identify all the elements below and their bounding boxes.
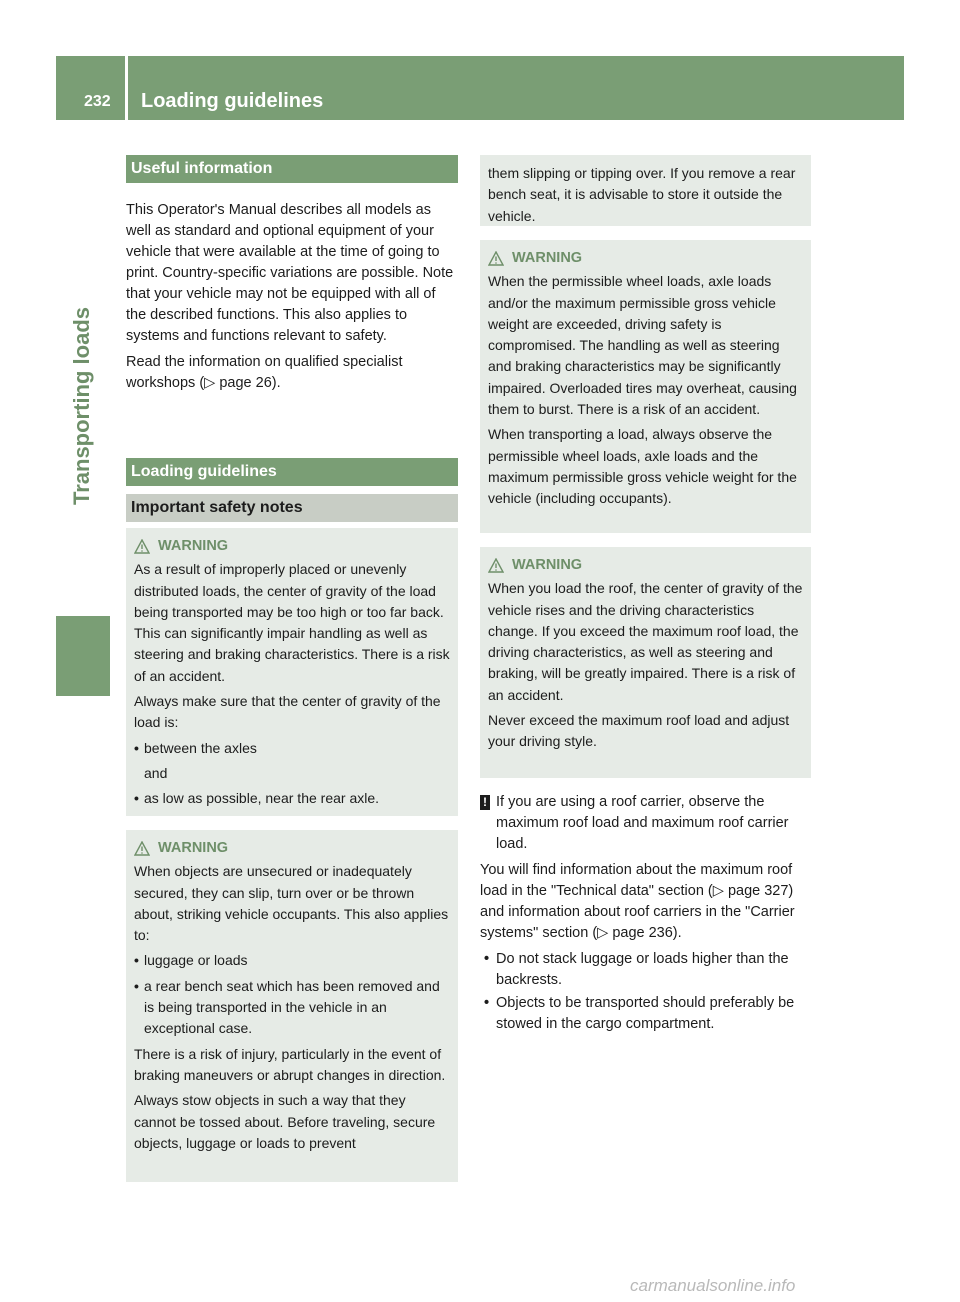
warning-box-2 xyxy=(126,830,458,1182)
warning-box-3 xyxy=(480,240,811,533)
workshops-paragraph: Read the information on qualified specialist workshops (▷ page 26). xyxy=(126,354,403,391)
page-number: 232 xyxy=(84,93,111,110)
page-title: Loading guidelines xyxy=(141,90,324,112)
warning-2-instruction: Always stow objects in such a way that they cannot be tossed about. Before traveling, secure objects, luggage or loads to prevent xyxy=(134,1092,436,1151)
useful-info-heading: Useful information xyxy=(126,155,458,183)
warning-title-1 xyxy=(134,536,450,557)
safety-notes-heading: Important safety notes xyxy=(126,494,458,522)
warning-box-1 xyxy=(126,528,458,816)
side-tab-block xyxy=(56,616,110,696)
warning-title-4 xyxy=(488,555,803,576)
side-tab-label: Transporting loads xyxy=(69,306,94,506)
warning-title-3 xyxy=(488,248,803,269)
warning-label: WARNING xyxy=(158,538,229,554)
list-item: • between the axles xyxy=(134,738,450,759)
warning-3-instruction: When transporting a load, always observe the permissible wheel loads, axle loads and the maximum permissible gross vehicle weight for the vehicle (including occupants). xyxy=(488,426,797,507)
warning-label: WARNING xyxy=(512,557,583,573)
warning-label: WARNING xyxy=(512,250,583,266)
warning-triangle-icon xyxy=(488,558,504,573)
warning-title-2 xyxy=(134,838,450,859)
list-item: • Objects to be transported should preferably be stowed in the cargo compartment. xyxy=(480,993,814,1035)
warning-4-instruction: Never exceed the maximum roof load and adjust your driving style. xyxy=(488,712,790,750)
warning-3-text: When the permissible wheel loads, axle loads and/or the maximum permissible gross vehicle weight are exceeded, driving safety is compromised. The handling as well as steering and braking characteristics may be significantly impaired. Overloaded tires may overheat, causing them to burst. There is a risk of an accident. xyxy=(488,273,797,418)
left-column xyxy=(126,155,458,399)
list-item-continuation: and xyxy=(144,764,168,781)
warning-4-text: When you load the roof, the center of gravity of the vehicle rises and the driving characteristics change. If you exceed the maximum roof load, the driving characteristics, as well as steering and braking, will be greatly impaired. There is a risk of an accident. xyxy=(488,580,803,703)
warning-2-text: When objects are unsecured or inadequately secured, they can slip, turn over or be thrown about, striking vehicle occupants. This also applies to: xyxy=(134,863,449,944)
note-item xyxy=(480,792,814,855)
warning-triangle-icon xyxy=(134,841,150,856)
list-item: • a rear bench seat which has been removed and is being transported in the vehicle in an exceptional case. xyxy=(134,976,450,1040)
warning-2-continued-text: them slipping or tipping over. If you remove a rear bench seat, it is advisable to store it outside the vehicle. xyxy=(488,165,796,224)
watermark: carmanualsonline.info xyxy=(630,1276,796,1295)
list-item: • luggage or loads xyxy=(134,950,450,971)
warning-2-risk: There is a risk of injury, particularly in the event of braking maneuvers or abrupt changes in direction. xyxy=(134,1045,446,1083)
note-text: If you are using a roof carrier, observe the maximum roof load and maximum roof carrier load. xyxy=(496,794,789,852)
warning-1-instruction: Always make sure that the center of gravity of the load is: xyxy=(134,693,441,731)
warning-triangle-icon xyxy=(134,539,150,554)
exclamation-icon: ! xyxy=(480,795,490,810)
list-item: • Do not stack luggage or loads higher than the backrests. xyxy=(480,949,814,991)
loading-guidelines-section xyxy=(126,458,458,522)
header-separator xyxy=(125,56,128,120)
useful-info-paragraph: This Operator's Manual describes all models as well as standard and optional equipment of your vehicle that were available at the time of going to print. Country-specific variations are possible. Note that your vehicle may not be equipped with all of the described functions. This also applies to systems and functions relevant to safety. xyxy=(126,202,454,344)
warning-triangle-icon xyxy=(488,251,504,266)
list-item: • as low as possible, near the rear axle. xyxy=(134,788,450,809)
warning-1-text: As a result of improperly placed or unevenly distributed loads, the center of gravity of the load being transported may be too high or too far back. This can significantly impair handling as well as steering and braking characteristics. There is a risk of an accident. xyxy=(134,561,450,684)
warning-box-2-continued xyxy=(480,155,811,226)
right-column-body xyxy=(480,792,814,1037)
warning-box-4 xyxy=(480,547,811,778)
warning-label: WARNING xyxy=(158,840,229,856)
loading-guidelines-heading: Loading guidelines xyxy=(126,458,458,486)
roof-load-paragraph: You will find information about the maximum roof load in the "Technical data" section (▷ page 327) and information about roof carriers in the "Carrier systems" section (▷ page 236). xyxy=(480,862,795,941)
